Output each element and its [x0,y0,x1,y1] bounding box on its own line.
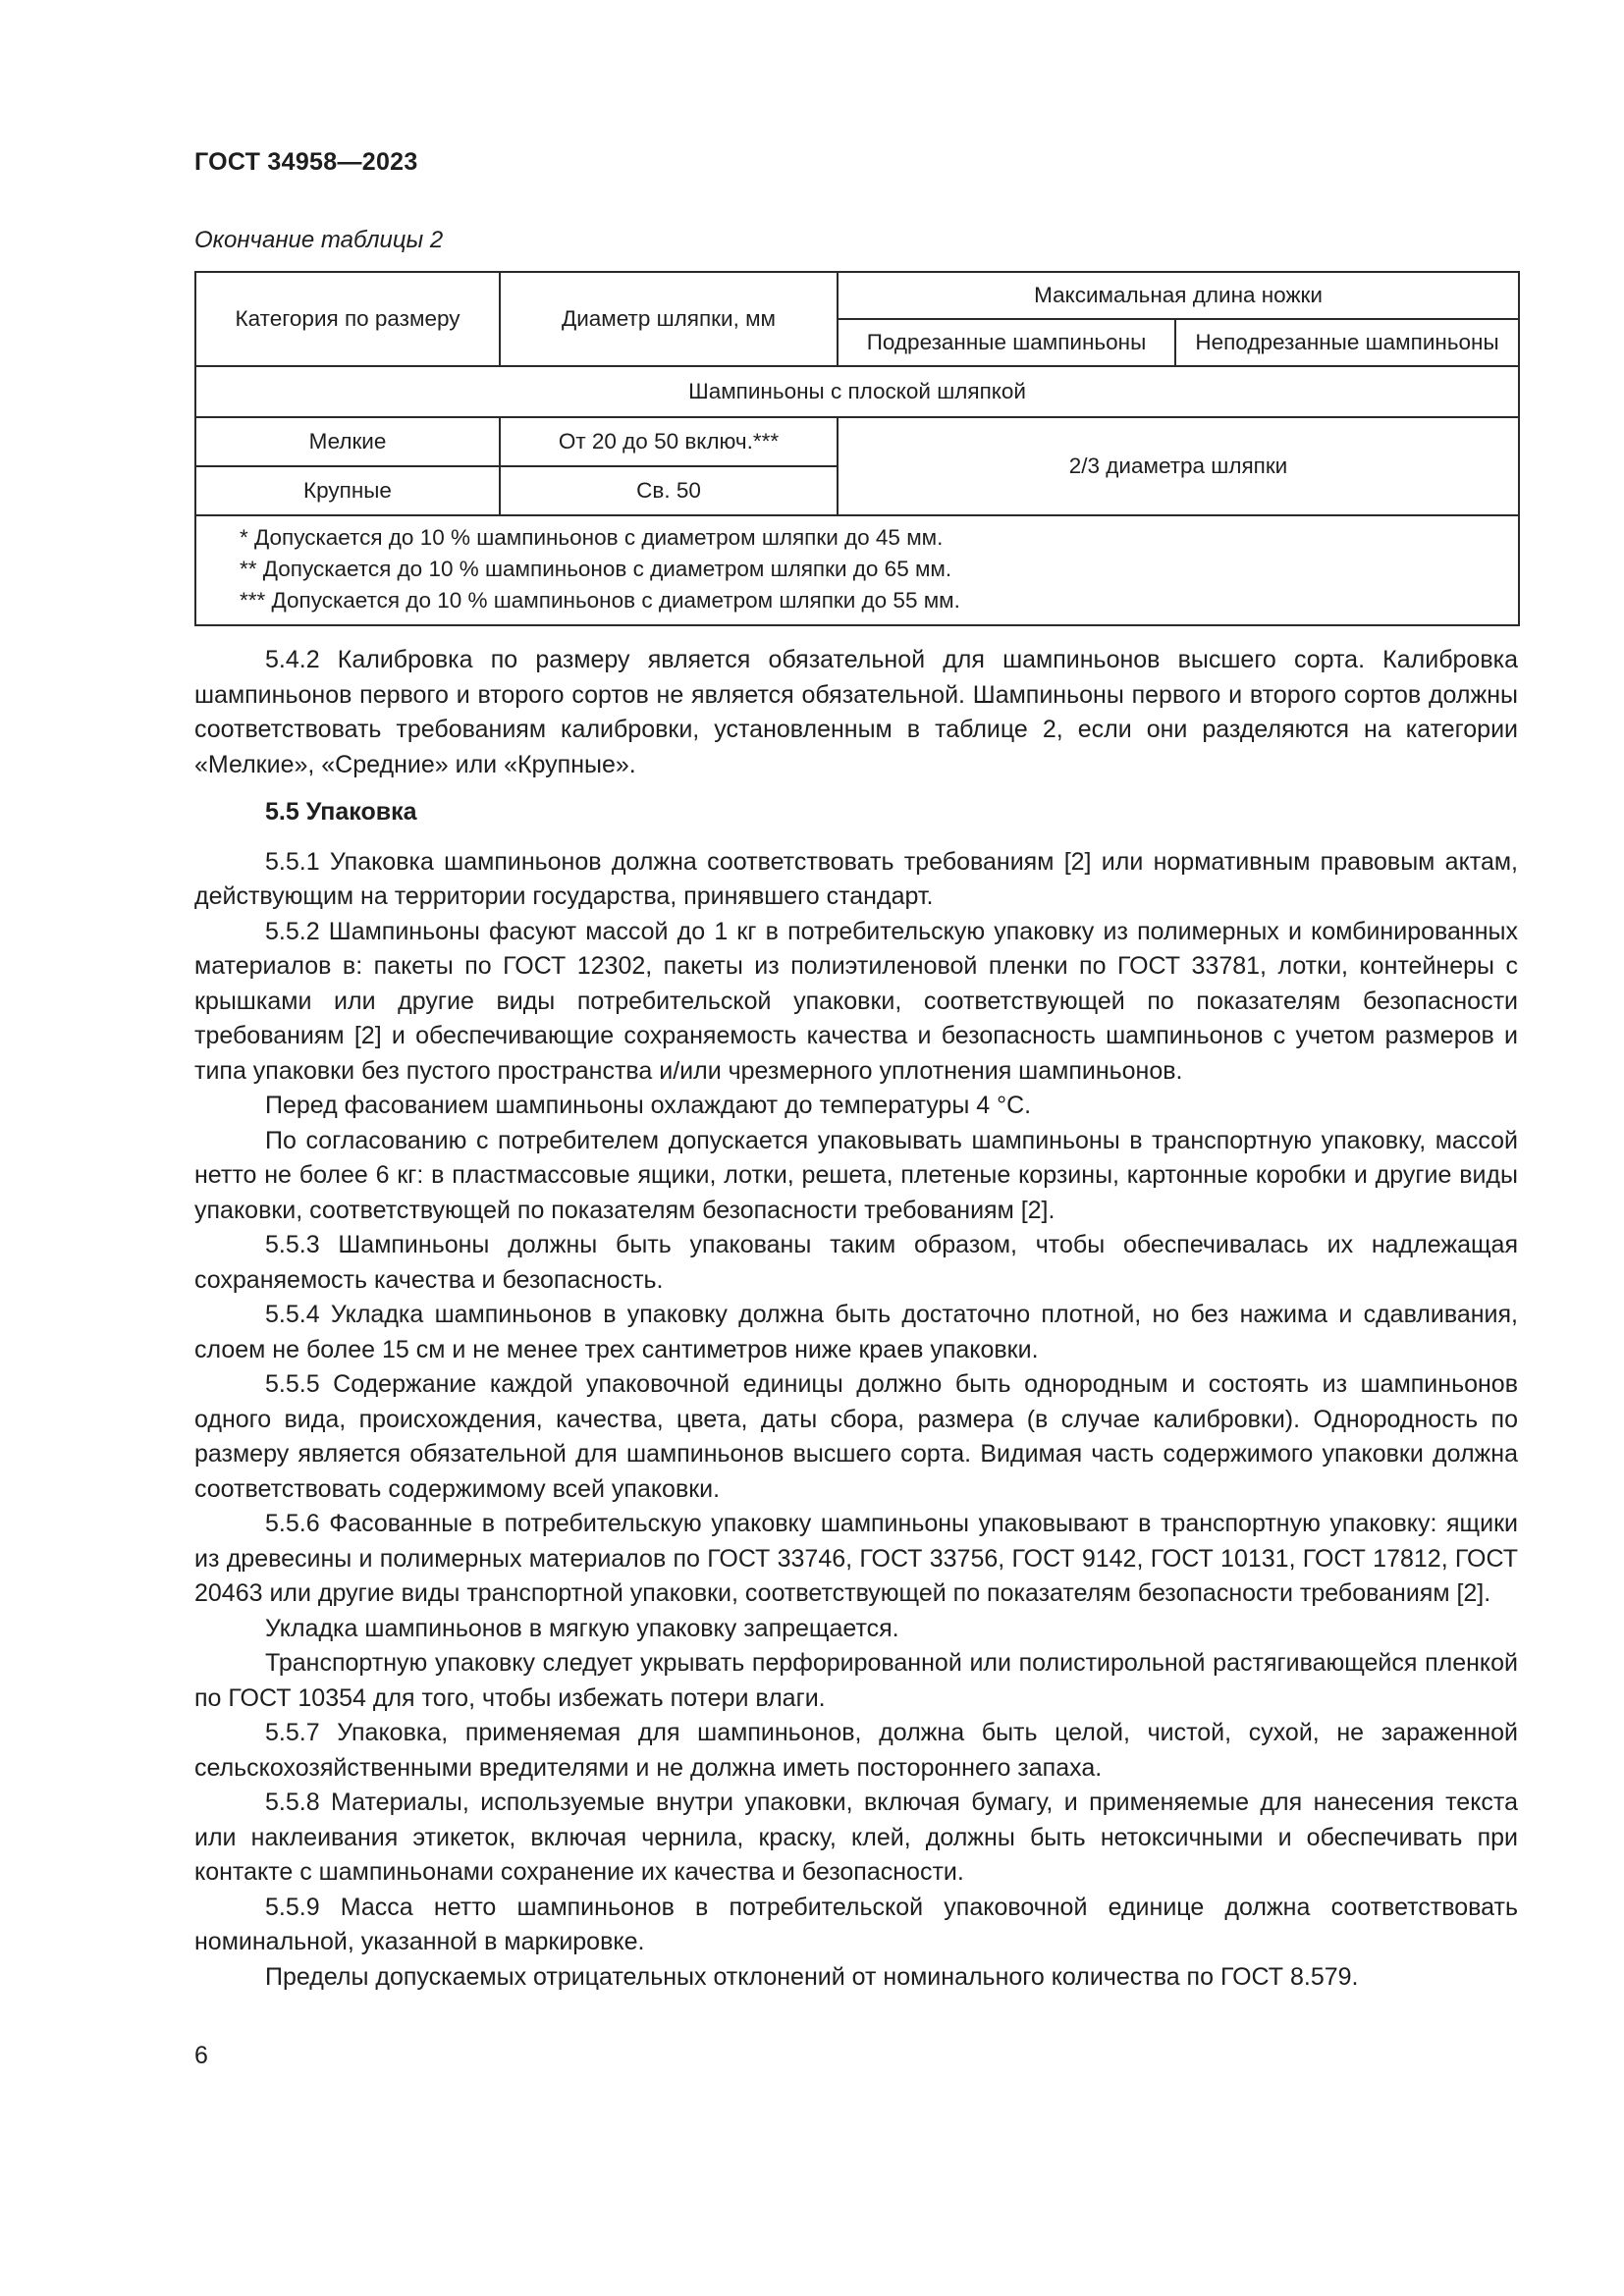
table-cell-diameter: От 20 до 50 включ.*** [500,417,838,466]
header-trimmed: Подрезанные шампиньоны [838,319,1175,366]
paragraph-soft-pack: Укладка шампиньонов в мягкую упаковку запрещается. [265,1614,899,1642]
paragraph-5-5-9: 5.5.9 Масса нетто шампиньонов в потребительской упаковочной единице должна соответствовать номинальной, указанной в маркировке. [194,1893,1518,1955]
paragraph-5-5-4: 5.5.4 Укладка шампиньонов в упаковку должна быть достаточно плотной, но без нажима и сдавливания, слоем не более 15 см и не менее трех сантиметров ниже краев упаковки. [194,1301,1518,1363]
footnote: *** Допускается до 10 % шампиньонов с диаметром шляпки до 55 мм. [240,588,960,613]
paragraph-5-5-1: 5.5.1 Упаковка шампиньонов должна соответствовать требованиям [2] или нормативным правовым актам, действующим на территории государства, принявшего стандарт. [194,847,1518,910]
table-cell-category: Крупные [195,466,500,515]
size-category-table [194,271,1520,626]
document-header: ГОСТ 34958—2023 [194,148,418,176]
paragraph-cooling: Перед фасованием шампиньоны охлаждают до температуры 4 °С. [265,1092,1032,1119]
table-cell-diameter: Св. 50 [500,466,838,515]
body-text [194,643,1518,1995]
footnote: ** Допускается до 10 % шампиньонов с диаметром шляпки до 65 мм. [240,557,952,581]
table-footnotes [195,515,1519,625]
paragraph-cover: Транспортную упаковку следует укрывать перфорированной или полистирольной растягивающейся пленкой по ГОСТ 10354 для того, чтобы избежать потери влаги. [194,1649,1518,1712]
paragraph-5-5-7: 5.5.7 Упаковка, применяемая для шампиньонов, должна быть целой, чистой, сухой, не зараженной сельскохозяйственными вредителями и не должна иметь постороннего запаха. [194,1719,1518,1782]
section-heading-5-5: 5.5 Упаковка [265,798,417,826]
paragraph-5-5-2: 5.5.2 Шампиньоны фасуют массой до 1 кг в потребительскую упаковку из полимерных и комбинированных материалов в: пакеты по ГОСТ 12302, пакеты из полиэтиленовой пленки по ГОСТ 33781, лотки, контейнеры с крышками или другие виды потребительской упаковки, соответствующей по показателям безопасности требованиям [2] и обеспечивающие сохраняемость качества и безопасность шампиньонов с учетом размеров и типа упаковки без пустого пространства и/или чрезмерного уплотнения шампиньонов. [194,917,1518,1085]
paragraph-5-5-8: 5.5.8 Материалы, используемые внутри упаковки, включая бумагу, и применяемые для нанесения текста или наклеивания этикеток, включая чернила, краску, клей, должны быть нетоксичными и обеспечивать при контакте с шампиньонами сохранение их качества и безопасности. [194,1789,1518,1886]
table-cell-stem-length: 2/3 диаметра шляпки [838,417,1519,515]
paragraph-transport: По согласованию с потребителем допускается упаковывать шампиньоны в транспортную упаковку, массой нетто не более 6 кг: в пластмассовые ящики, лотки, решета, плетеные корзины, картонные коробки и другие виды упаковки, соответствующей по показателям безопасности требованиям [2]. [194,1126,1518,1224]
header-cap-diameter: Диаметр шляпки, мм [500,272,838,366]
paragraph-limits: Пределы допускаемых отрицательных отклонений от номинального количества по ГОСТ 8.579. [265,1962,1359,1991]
paragraph-5-5-3: 5.5.3 Шампиньоны должны быть упакованы таким образом, чтобы обеспечивалась их надлежащая сохраняемость качества и безопасность. [194,1231,1518,1294]
header-untrimmed: Неподрезанные шампиньоны [1175,319,1519,366]
table-cell-category: Мелкие [195,417,500,466]
paragraph-5-5-6: 5.5.6 Фасованные в потребительскую упаковку шампиньоны упаковывают в транспортную упаковку: ящики из древесины и полимерных материалов по ГОСТ 33746, ГОСТ 33756, ГОСТ 9142, ГОСТ 10131, ГОСТ 17812, ГОСТ 20463 или другие виды транспортной упаковки, соответствующей по показателям безопасности требованиям [2]. [194,1510,1518,1607]
paragraph-5-4-2: 5.4.2 Калибровка по размеру является обязательной для шампиньонов высшего сорта. Калибровка шампиньонов первого и второго сортов не является обязательной. Шампиньоны первого и второго сортов должны соответствовать требованиям калибровки, установленным в таблице 2, если они разделяются на категории «Мелкие», «Средние» или «Крупные». [194,646,1518,778]
page-number: 6 [194,2042,208,2069]
footnote: * Допускается до 10 % шампиньонов с диаметром шляпки до 45 мм. [240,525,944,550]
header-size-category: Категория по размеру [195,272,500,366]
group-title-flat-cap: Шампиньоны с плоской шляпкой [195,366,1519,417]
paragraph-5-5-5: 5.5.5 Содержание каждой упаковочной единицы должно быть однородным и состоять из шампиньонов одного вида, происхождения, качества, цвета, даты сбора, размера (в случае калибровки). Однородность по размеру является обязательной для шампиньонов высшего сорта. Видимая часть содержимого упаковки должна соответствовать содержимому всей упаковки. [194,1370,1518,1503]
header-max-stem-length: Максимальная длина ножки [838,272,1519,319]
table-caption: Окончание таблицы 2 [194,227,444,253]
